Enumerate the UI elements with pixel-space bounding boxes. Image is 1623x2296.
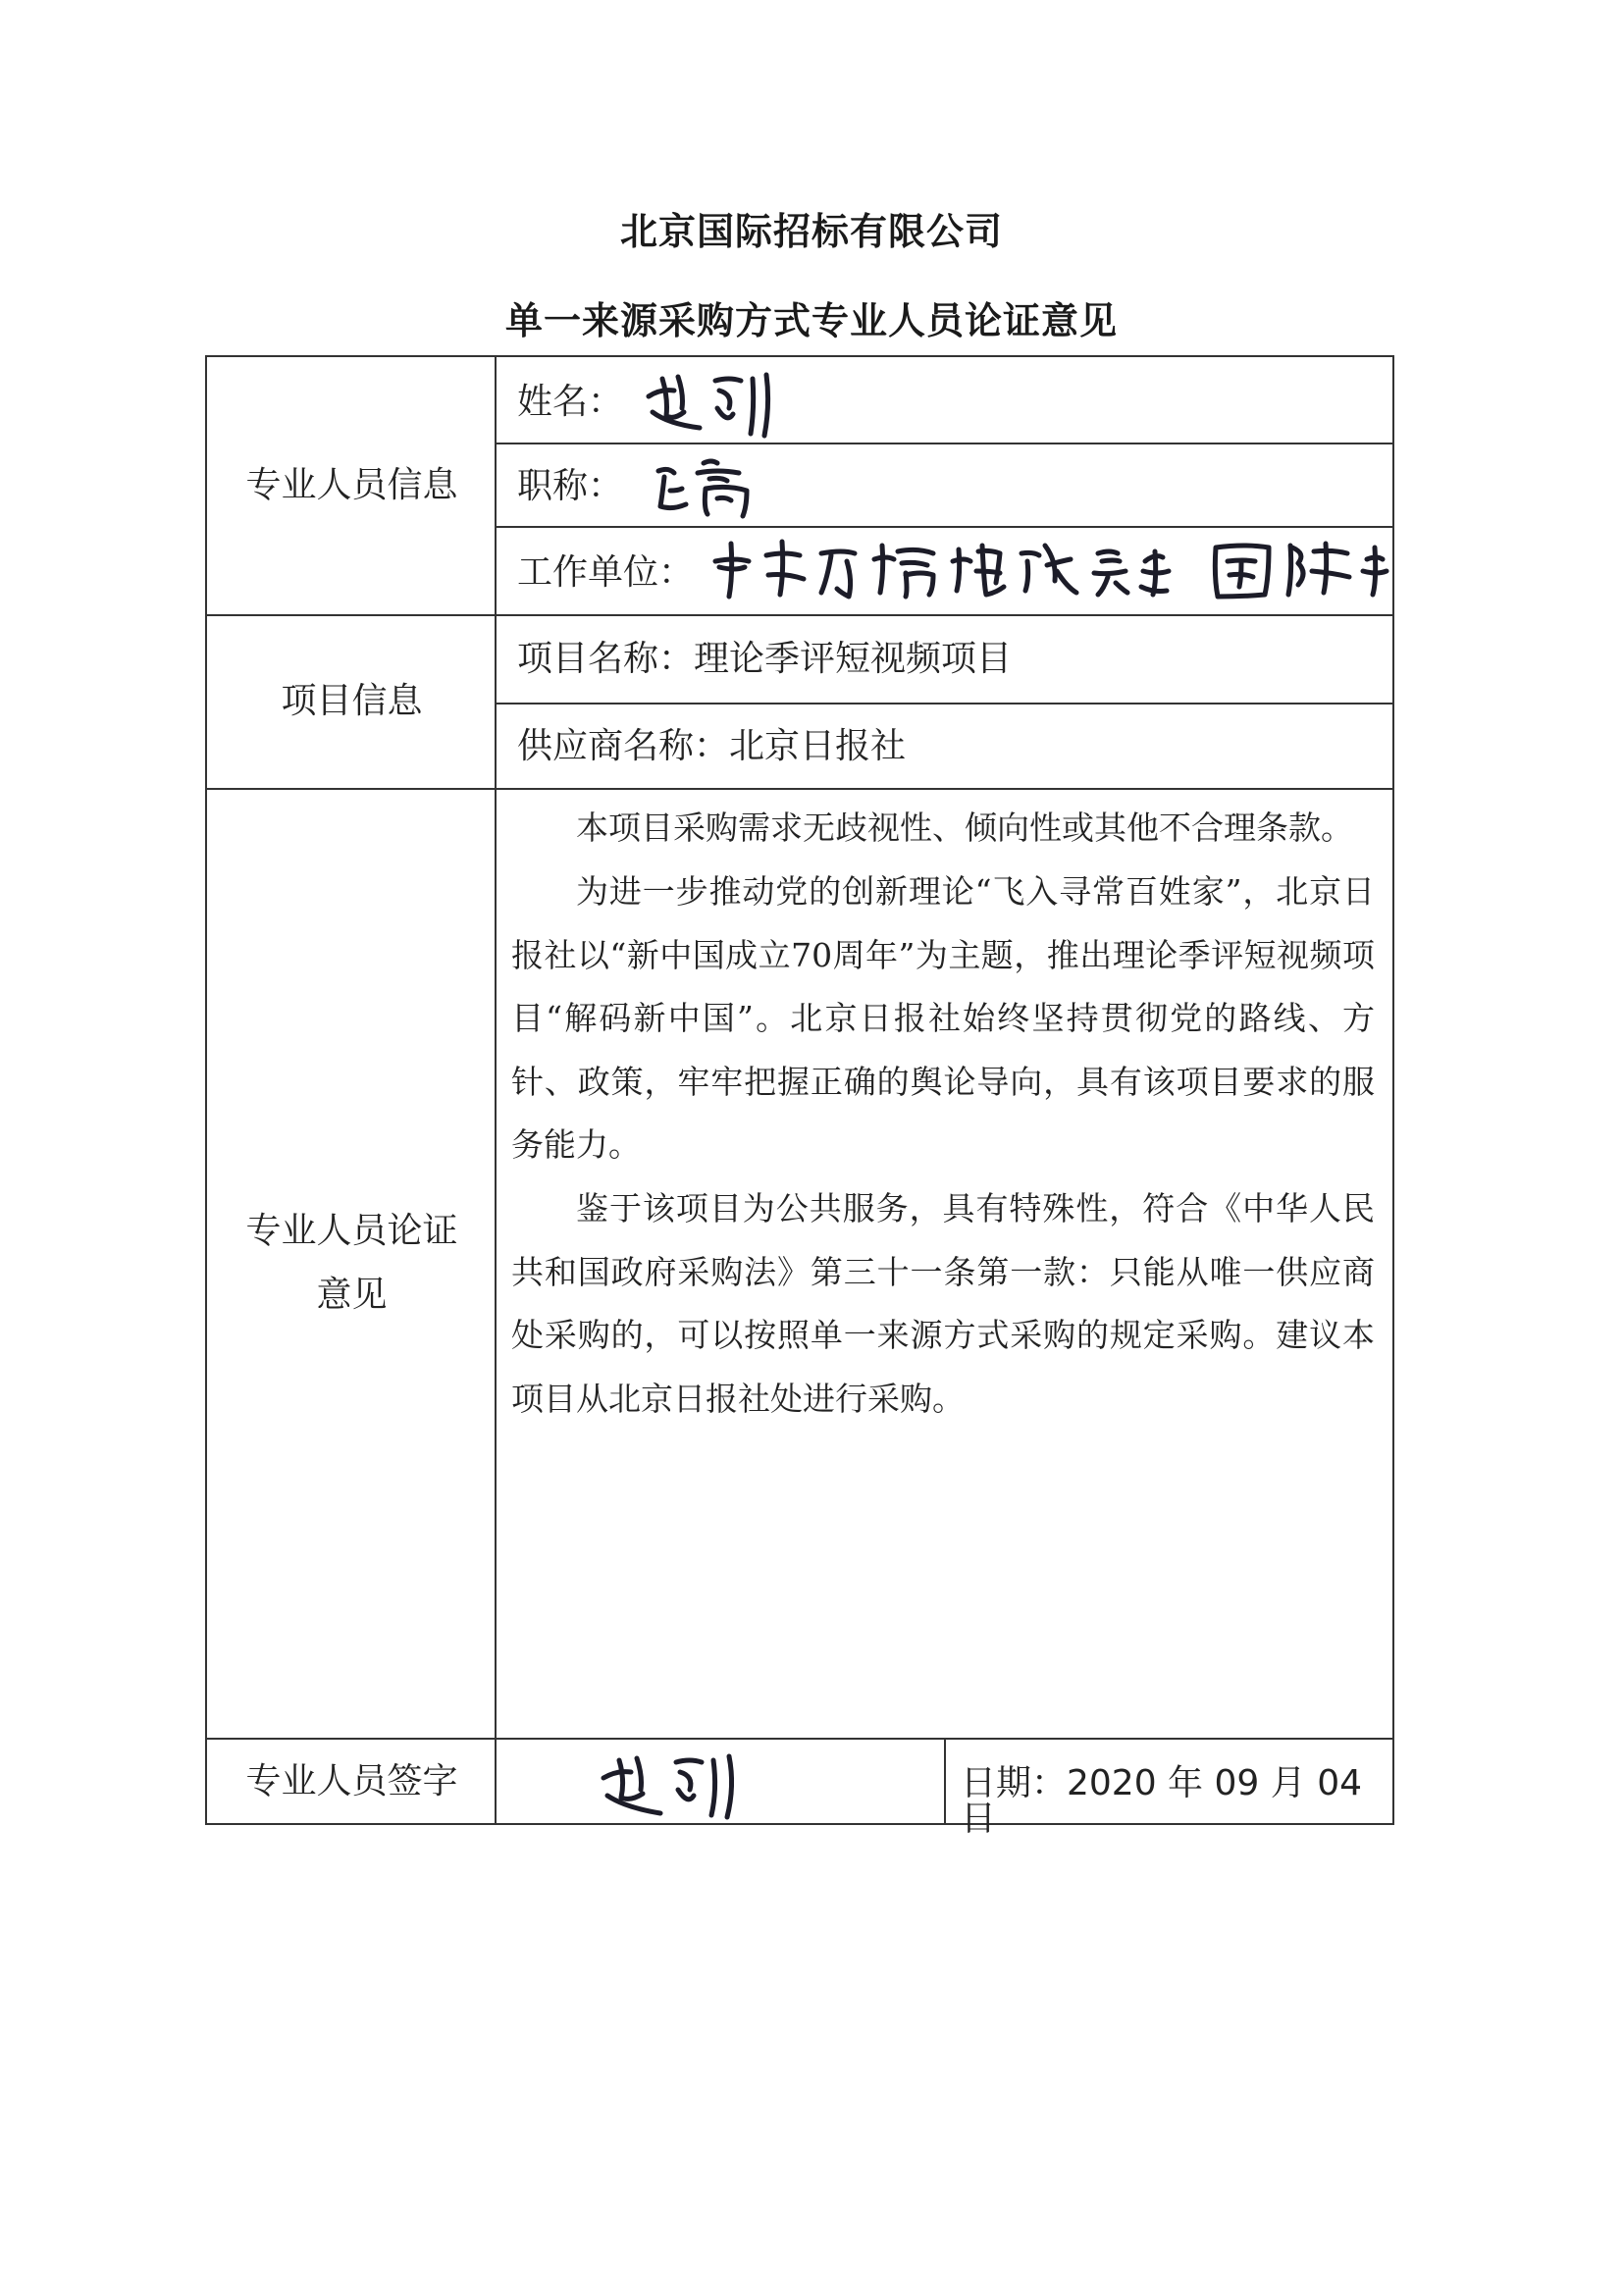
- opinion-label-line1: 专业人员论证: [245, 1211, 458, 1252]
- project-info-label: 项目信息: [281, 681, 423, 722]
- opinion-paragraph: 鉴于该项目为公共服务，具有特殊性，符合《中华人民共和国政府采购法》第三十一条第一款：只能从唯一供应商处采购的，可以按照单一来源方式采购的规定采购。建议本项目从北京日报社处进行采购。: [511, 1189, 1375, 1418]
- project-name: 项目名称：理论季评短视频项目: [517, 639, 1013, 679]
- signature-label: 专业人员签字: [245, 1761, 458, 1802]
- opinion-label: [207, 790, 497, 1738]
- column-divider: [944, 1738, 946, 1825]
- handwritten-title: [649, 451, 766, 522]
- title-label: 职称：: [517, 466, 624, 506]
- company-name: 北京国际招标有限公司: [619, 210, 1003, 253]
- opinion-paragraph: 为进一步推动党的创新理论“飞入寻常百姓家”，北京日报社以“新中国成立70周年”为主题，推出理论季评短视频项目“解码新中国”。北京日报社始终坚持贯彻党的路线、方针、政策，牢牢把握正确的舆论导向，具有该项目要求的服务能力。: [511, 872, 1375, 1164]
- handwritten-employer: [706, 532, 1392, 604]
- opinion-paragraph: 本项目采购需求无歧视性、倾向性或其他不合理条款。: [576, 809, 1353, 847]
- employer-label: 工作单位：: [517, 552, 695, 593]
- row-divider: [497, 443, 1394, 444]
- row-divider: [497, 703, 1394, 704]
- signature-image: [592, 1748, 759, 1825]
- name-label: 姓名：: [517, 382, 624, 422]
- argument-form: [205, 355, 1394, 1839]
- supplier-name: 供应商名称：北京日报社: [517, 726, 907, 766]
- row-divider: [497, 526, 1394, 528]
- document-title: 单一来源采购方式专业人员论证意见: [504, 299, 1118, 342]
- handwritten-name: [639, 369, 786, 440]
- opinion-label-line2: 意见: [316, 1275, 388, 1315]
- signature-date: 日期：2020 年 09 月 04 日: [961, 1763, 1363, 1839]
- expert-info-label: 专业人员信息: [245, 464, 458, 505]
